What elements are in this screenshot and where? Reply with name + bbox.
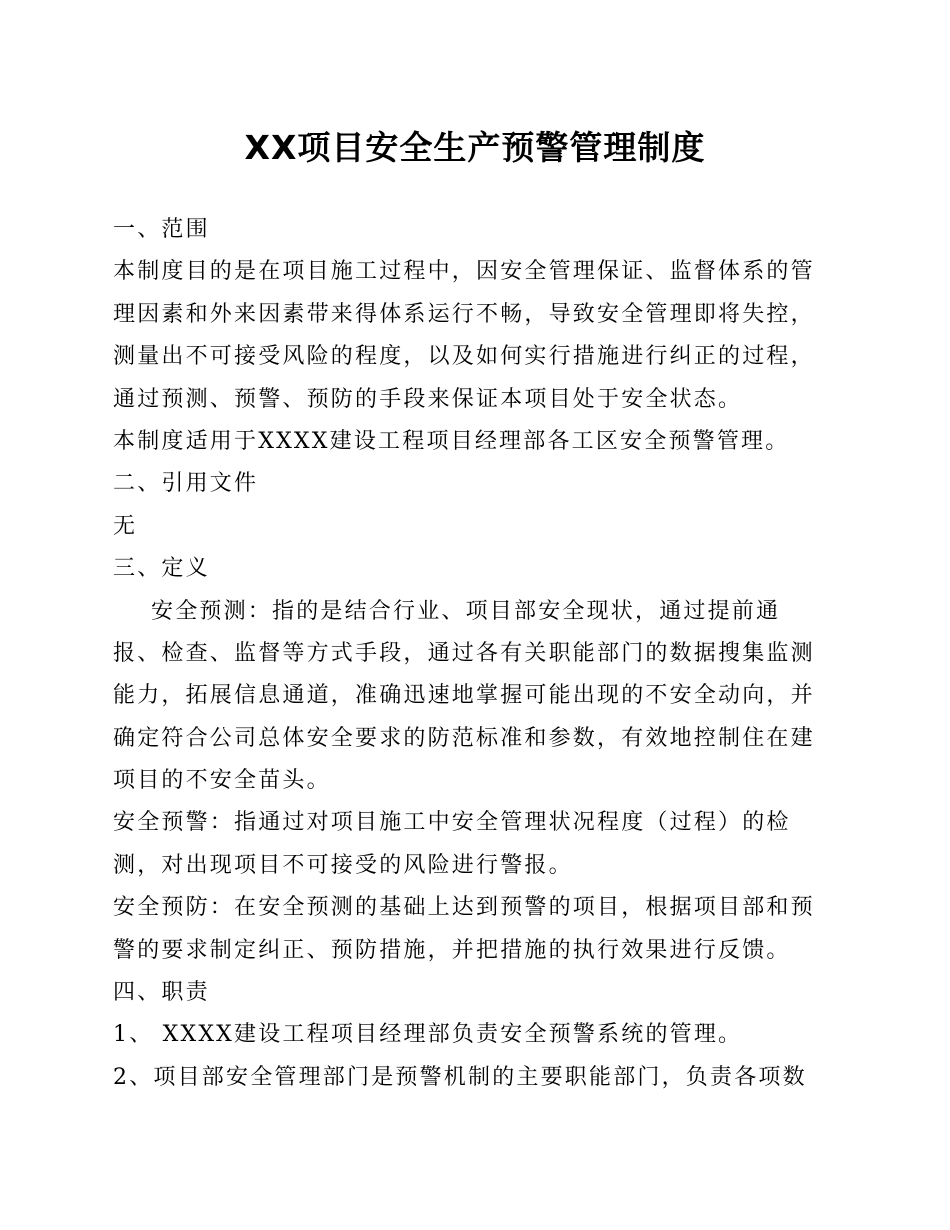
paragraph-line: 2、项目部安全管理部门是预警机制的主要职能部门，负责各项数 [113, 1064, 807, 1090]
paragraph-line: 理因素和外来因素带来得体系运行不畅，导致安全管理即将失控， [113, 301, 815, 327]
paragraph-line: 能力，拓展信息通道，准确迅速地掌握可能出现的不安全动向，并 [113, 683, 815, 709]
paragraph-line: 测量出不可接受风险的程度，以及如何实行措施进行纠正的过程， [113, 344, 815, 370]
paragraph-line: 安全预警：指通过对项目施工中安全管理状况程度（过程）的检 [113, 810, 791, 836]
paragraph-line: 报、检查、监督等方式手段，通过各有关职能部门的数据搜集监测 [113, 640, 815, 666]
section-heading-references: 二、引用文件 [113, 471, 259, 497]
paragraph-line: 项目的不安全苗头。 [113, 768, 331, 794]
paragraph-line: 安全预测：指的是结合行业、项目部安全现状，通过提前通 [151, 598, 781, 624]
paragraph-line: 安全预防：在安全预测的基础上达到预警的项目，根据项目部和预 [113, 895, 815, 921]
section-heading-definitions: 三、定义 [113, 556, 210, 582]
paragraph-line: 本制度目的是在项目施工过程中，因安全管理保证、监督体系的管 [113, 259, 815, 285]
section-heading-responsibilities: 四、职责 [113, 980, 210, 1006]
paragraph-line: 通过预测、预警、预防的手段来保证本项目处于安全状态。 [113, 386, 743, 412]
paragraph-line: 测，对出现项目不可接受的风险进行警报。 [113, 852, 573, 878]
paragraph-line: 本制度适用于XXXX建设工程项目经理部各工区安全预警管理。 [113, 428, 790, 454]
section-heading-scope: 一、范围 [113, 217, 210, 242]
paragraph-line: 1、 XXXX建设工程项目经理部负责安全预警系统的管理。 [113, 1022, 743, 1048]
paragraph-line: 确定符合公司总体安全要求的防范标准和参数，有效地控制住在建 [113, 725, 815, 751]
document-title: XX项目安全生产预警管理制度 [244, 128, 706, 167]
document-body [113, 209, 833, 1099]
paragraph-line: 无 [113, 513, 138, 539]
paragraph-line: 警的要求制定纠正、预防措施，并把措施的执行效果进行反馈。 [113, 937, 791, 963]
